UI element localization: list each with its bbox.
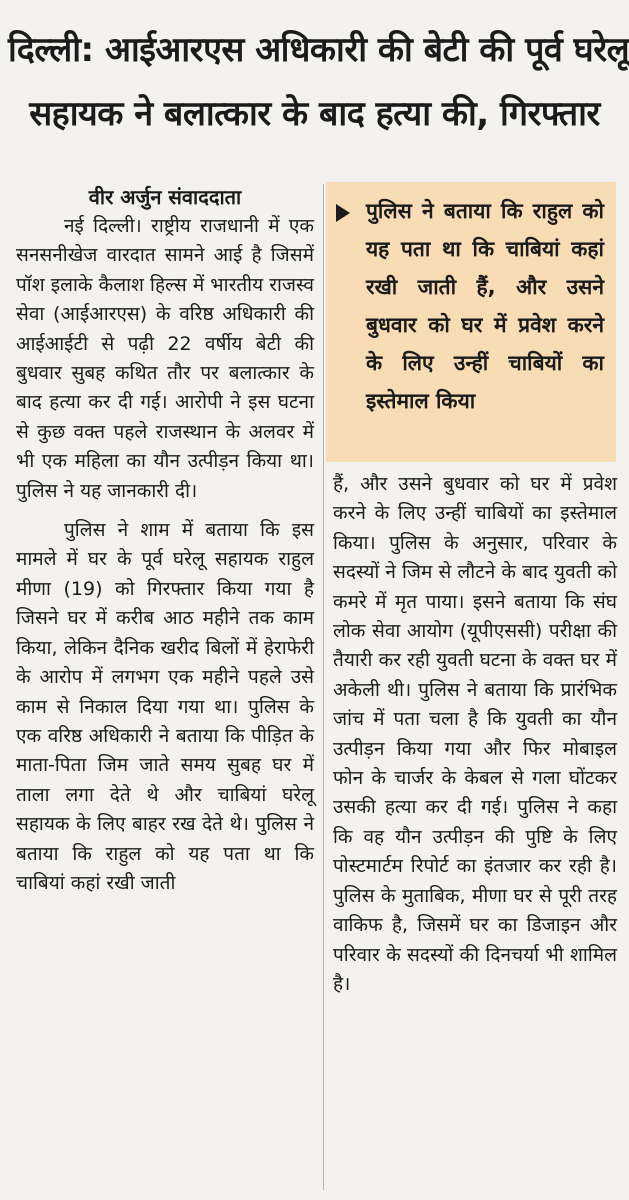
left-paragraph-2: पुलिस ने शाम में बताया कि इस मामले में घर के पूर्व घरेलू सहायक राहुल मीणा (19) को गिरफ्तार किया गया है जिसने घर में करीब आठ महीने तक काम किया, लेकिन दैनिक खरीद बिलों में हेराफेरी के आरोप में लगभग एक महीने पहले उसे काम से निकाल दिया गया था। पुलिस के एक वरिष्ठ अधिकारी ने बताया कि पीड़ित के माता-पिता जिम जाते समय सुबह घर में ताला लगा देते थे और चाबियां घरेलू सहायक के लिए बाहर रख देते थे। पुलिस ने बताया कि राहुल को यह पता था कि चाबियां कहां रखी जाती xyxy=(16,519,314,894)
right-paragraph-1: हैं, और उसने बुधवार को घर में प्रवेश करने के लिए उन्हीं चाबियों का इस्तेमाल किया। पुलिस के अनुसार, परिवार के सदस्यों ने जिम से लौटने के बाद युवती को कमरे में मृत पाया। इसने बताया कि संघ लोक सेवा आयोग (यूपीएससी) परीक्षा की तैयारी कर रही युवती घटना के वक्त घर में अकेली थी। पुलिस ने बताया कि प्रारंभिक जांच में पता चला है कि युवती का यौन उत्पीड़न किया गया और फिर मोबाइल फोन के चार्जर के केबल से गला घोंटकर उसकी हत्या कर दी गई। पुलिस ने कहा कि वह यौन उत्पीड़न की पुष्टि के लिए पोस्टमार्टम रिपोर्ट का इंतजार कर रही है। पुलिस के मुताबिक, मीणा घर से पूरी तरह वाकिफ है, जिसमें घर का डिजाइन और परिवार के सदस्यों की दिनचर्या भी शामिल है। xyxy=(333,473,617,995)
headline-line-1: दिल्ली: आईआरएस अधिकारी की बेटी की पूर्व घरेलू xyxy=(8,30,629,70)
right-column xyxy=(333,470,617,999)
column-divider xyxy=(323,184,324,1190)
pull-quote-text: पुलिस ने बताया कि राहुल को यह पता था कि चाबियां कहां रखी जाती हैं, और उसने बुधवार को घर में प्रवेश करने के लिए उन्हीं चाबियों का इस्तेमाल किया xyxy=(366,199,604,413)
triangle-bullet-icon xyxy=(336,204,350,222)
headline xyxy=(8,18,629,146)
left-paragraph-1: नई दिल्ली। राष्ट्रीय राजधानी में एक सनसनीखेज वारदात सामने आई है जिसमें पॉश इलाके कैलाश हिल्स में भारतीय राजस्व सेवा (आईआरएस) के वरिष्ठ अधिकारी की आईआईटी से पढ़ी 22 वर्षीय बेटी की बुधवार सुबह कथित तौर पर बलात्कार के बाद हत्या कर दी गई। आरोपी ने इस घटना से कुछ वक्त पहले राजस्थान के अलवर में भी एक महिला का यौन उत्पीड़न किया था। पुलिस ने यह जानकारी दी। xyxy=(16,215,314,502)
byline: वीर अर्जुन संवाददाता xyxy=(88,185,242,209)
left-column xyxy=(16,184,314,898)
headline-line-2: सहायक ने बलात्कार के बाद हत्या की, गिरफ्तार xyxy=(29,94,600,134)
pull-quote-box xyxy=(326,182,616,462)
